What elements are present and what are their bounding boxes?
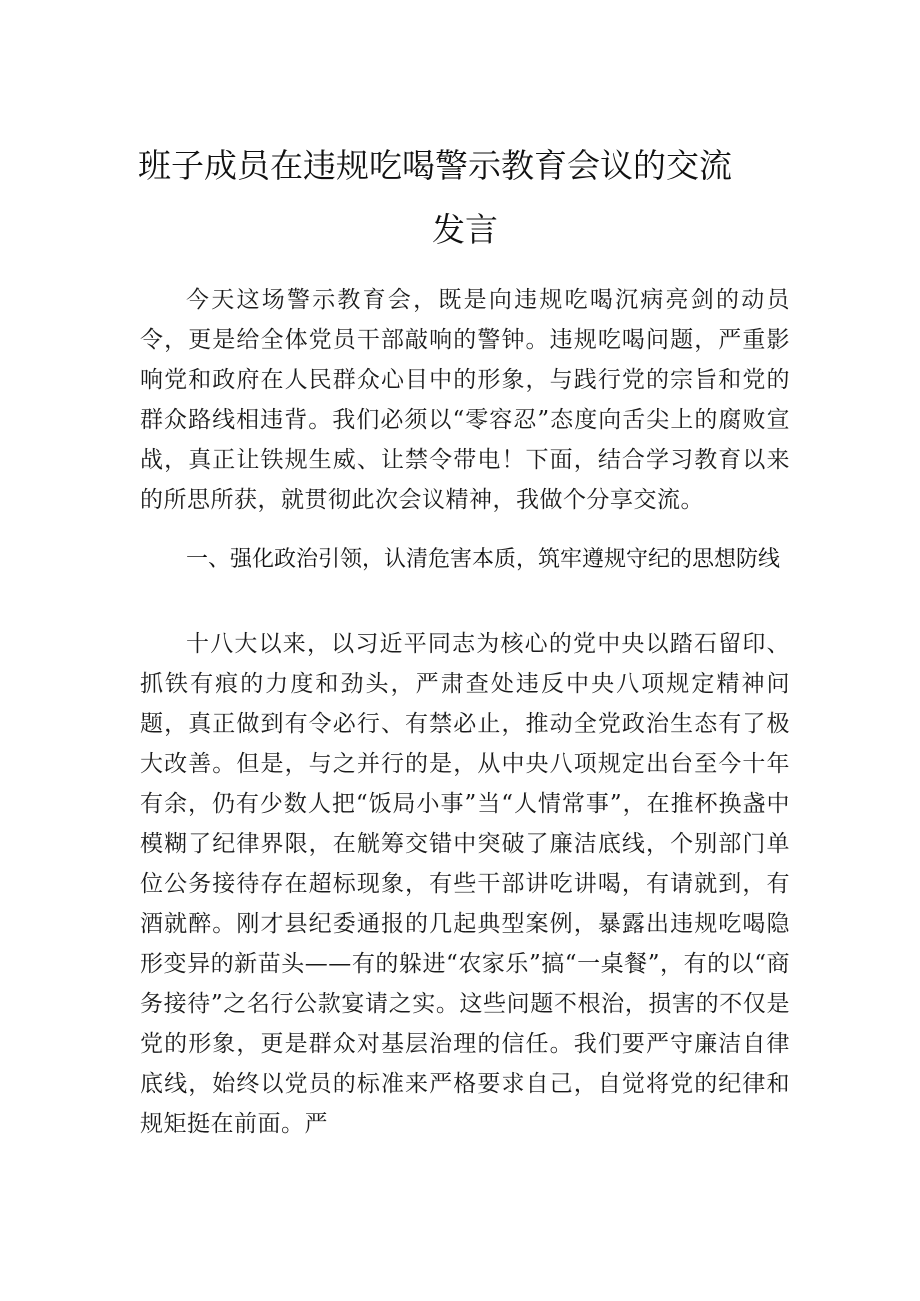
- section-heading-1: 一、强化政治引领，认清危害本质，筑牢遵规守纪的思想防线: [186, 547, 781, 572]
- document-title-line-2: 发言: [432, 210, 498, 249]
- paragraph-section-1: 十八大以来，以习近平同志为核心的党中央以踏石留印、抓铁有痕的力度和劲头，严肃查处违反中央八项规定精神问题，真正做到有令必行、有禁必止，推动全党政治生态有了极大改善。但是，与之并行的是，从中央八项规定出台至今十年有余，仍有少数人把“饭局小事”当“人情常事”，在推杯换盏中模糊了纪律界限，在觥筹交错中突破了廉洁底线，个别部门单位公务接待存在超标现象，有些干部讲吃讲喝，有请就到，有酒就醉。刚才县纪委通报的几起典型案例，暴露出违规吃喝隐形变异的新苗头——有的躲进“农家乐”搞“一桌餐”，有的以“商务接待”之名行公款宴请之实。这些问题不根治，损害的不仅是党的形象，更是群众对基层治理的信任。我们要严守廉洁自律底线，始终以党员的标准来严格要求自己，自觉将党的纪律和规矩挺在前面。严: [140, 631, 790, 1137]
- paragraph-intro: 今天这场警示教育会，既是向违规吃喝沉病亮剑的动员令，更是给全体党员干部敲响的警钟。违规吃喝问题，严重影响党和政府在人民群众心目中的形象，与践行党的宗旨和党的群众路线相违背。我们必须以“零容忍”态度向舌尖上的腐败宣战，真正让铁规生威、让禁令带电！下面，结合学习教育以来的所思所获，就贯彻此次会议精神，我做个分享交流。: [140, 287, 790, 513]
- document-title-line-1: 班子成员在违规吃喝警示教育会议的交流: [138, 146, 732, 185]
